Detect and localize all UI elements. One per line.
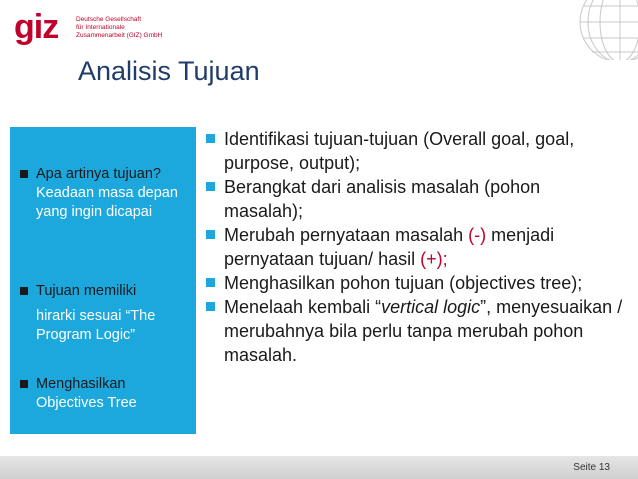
bullet-icon [206,230,215,239]
list-item-text: ”, menyesuaikan / merubahnya bila perlu tanpa merubah pohon masalah. [224,297,623,365]
list-item-text: Menghasilkan pohon tujuan (objectives tree); [224,273,583,293]
logo-line: für Internationale [76,24,125,31]
footer-bar [0,456,638,479]
left-panel-item [10,375,196,413]
list-item [204,223,624,271]
list-item [204,271,624,295]
left-panel-heading [10,165,196,184]
list-item [204,127,624,175]
left-panel-heading-text: Menghasilkan [36,376,126,392]
left-panel-text: Keadaan masa depan yang ingin dicapai [36,185,178,220]
logo-text [76,16,166,40]
list-item-text: menjadi pernyataan tujuan/ hasil [224,225,555,269]
giz-logo [14,8,163,46]
logo-line: Zusammenarbeit (GIZ) GmbH [76,32,163,39]
bullet-icon [206,302,215,311]
left-panel-item [10,165,196,222]
slide-title: Analisis Tujuan [78,56,260,86]
bullet-icon [20,287,28,295]
left-panel-text: hirarki sesuai “The Program Logic” [36,308,156,343]
logo-line: Deutsche Gesellschaft [76,16,142,23]
list-item-text: Menelaah kembali “ [224,297,382,317]
list-item-text: ; [442,249,448,269]
left-panel-heading-text: Apa artinya tujuan? [36,166,161,182]
bullet-icon [206,134,215,143]
list-item-text: Merubah pernyataan masalah [224,225,469,245]
bullet-icon [206,278,215,287]
bullet-icon [20,170,28,178]
bullet-icon [206,182,215,191]
page-number: Seite 13 [573,462,610,473]
list-item-text: Identifikasi tujuan-tujuan (Overall goal, goal, purpose, output); [224,129,575,173]
objectives-list [204,127,624,367]
globe-icon [560,0,638,60]
left-panel-heading [10,282,196,301]
left-panel-heading-text: Tujuan memiliki [36,283,137,299]
left-panel-item [10,282,196,345]
left-panel-heading [10,375,196,394]
list-item [204,295,624,367]
bullet-icon [20,380,28,388]
left-panel-text: Objectives Tree [36,395,137,411]
left-panel [10,127,196,434]
positive-marker: (+) [420,249,443,269]
list-item [204,175,624,223]
emphasized-text: vertical logic [381,297,481,317]
logo-mark: giz [14,8,59,46]
list-item-text: Berangkat dari analisis masalah (pohon masalah); [224,177,541,221]
negative-marker: (-) [468,225,487,245]
